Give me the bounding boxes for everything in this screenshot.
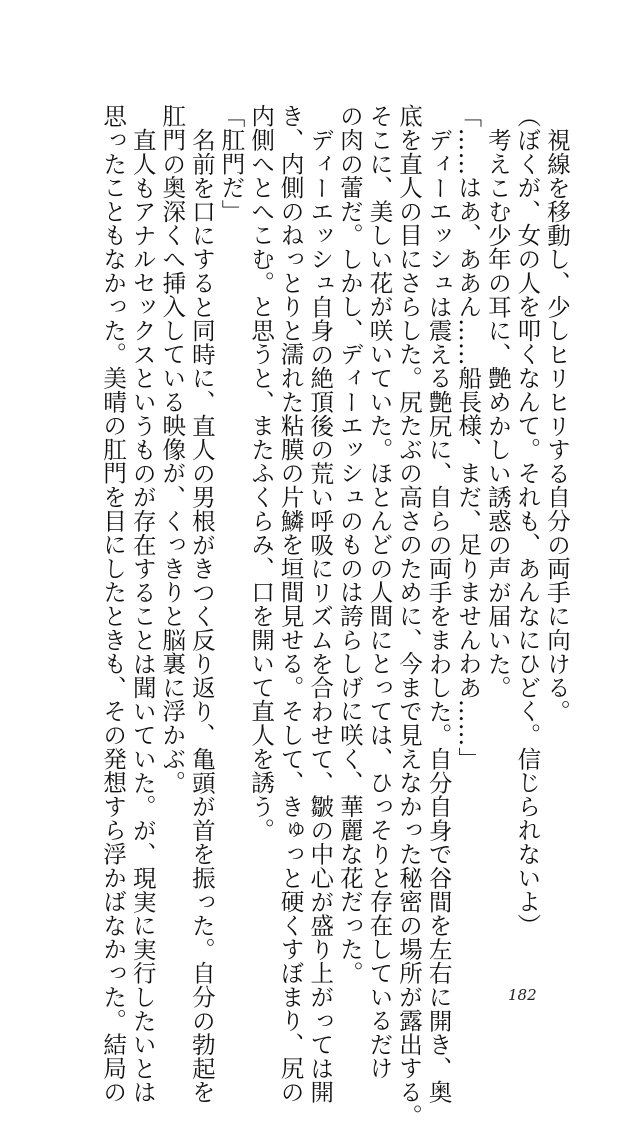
text-line: 視線を移動し、少しヒリヒリする自分の両手に向ける。 bbox=[543, 127, 571, 723]
text-line: 直人もアナルセックスというものが存在することは聞いていた。が、現実に実行したいとは bbox=[128, 127, 157, 1104]
text-line: 「肛門だ」 bbox=[217, 104, 246, 223]
text-line: ディーエッシュは震える艶尻に、自らの両手をまわした。自分自身で谷間を左右に開き、奥 bbox=[424, 127, 453, 1104]
text-line: 内側へとへこむ。と思うと、またふくらみ、口を開いて直人を誘う。 bbox=[247, 104, 276, 842]
text-line: 肛門の奥深くへ挿入している映像が、くっきりと脳裏に浮かぶ。 bbox=[158, 104, 187, 795]
text-line: 名前を口にすると同時に、直人の男根がきつく反り返り、亀頭が首を振った。自分の勃起を bbox=[187, 127, 216, 1104]
text-line: 思ったこともなかった。美晴の肛門を目にしたときも、その発想すら浮かばなかった。結局の bbox=[99, 104, 128, 1104]
text-line: 考えこむ少年の耳に、艶めかしい誘惑の声が届いた。 bbox=[483, 127, 512, 699]
page-number: 182 bbox=[508, 986, 537, 1004]
text-line: そこに、美しい花が咲いていた。ほとんどの人間にとっては、ひっそりと存在しているだけ bbox=[365, 104, 394, 1080]
text-line: 「……はあ、ああん……船長様、まだ、足りませんわあ……」 bbox=[454, 104, 483, 771]
text-line: の肉の蕾だ。しかし、ディーエッシュのものは誇らしげに咲く、華麗な花だった。 bbox=[335, 104, 364, 985]
text-line: ディーエッシュ自身の絶頂後の荒い呼吸にリズムを合わせて、皺の中心が盛り上がっては開 bbox=[306, 127, 335, 1104]
text-line: （ぼくが、女の人を叩くなんて。それも、あんなにひどく。信じられないよ） bbox=[513, 104, 542, 937]
text-line: 底を直人の目にさらした。尻たぶの高さのために、今まで見えなかった秘密の場所が露出する。 bbox=[395, 104, 424, 1127]
text-line: き、内側のねっとりと濡れた粘膜の片鱗を垣間見せる。そして、きゅっと硬くすぼまり、尻の bbox=[276, 104, 305, 1104]
